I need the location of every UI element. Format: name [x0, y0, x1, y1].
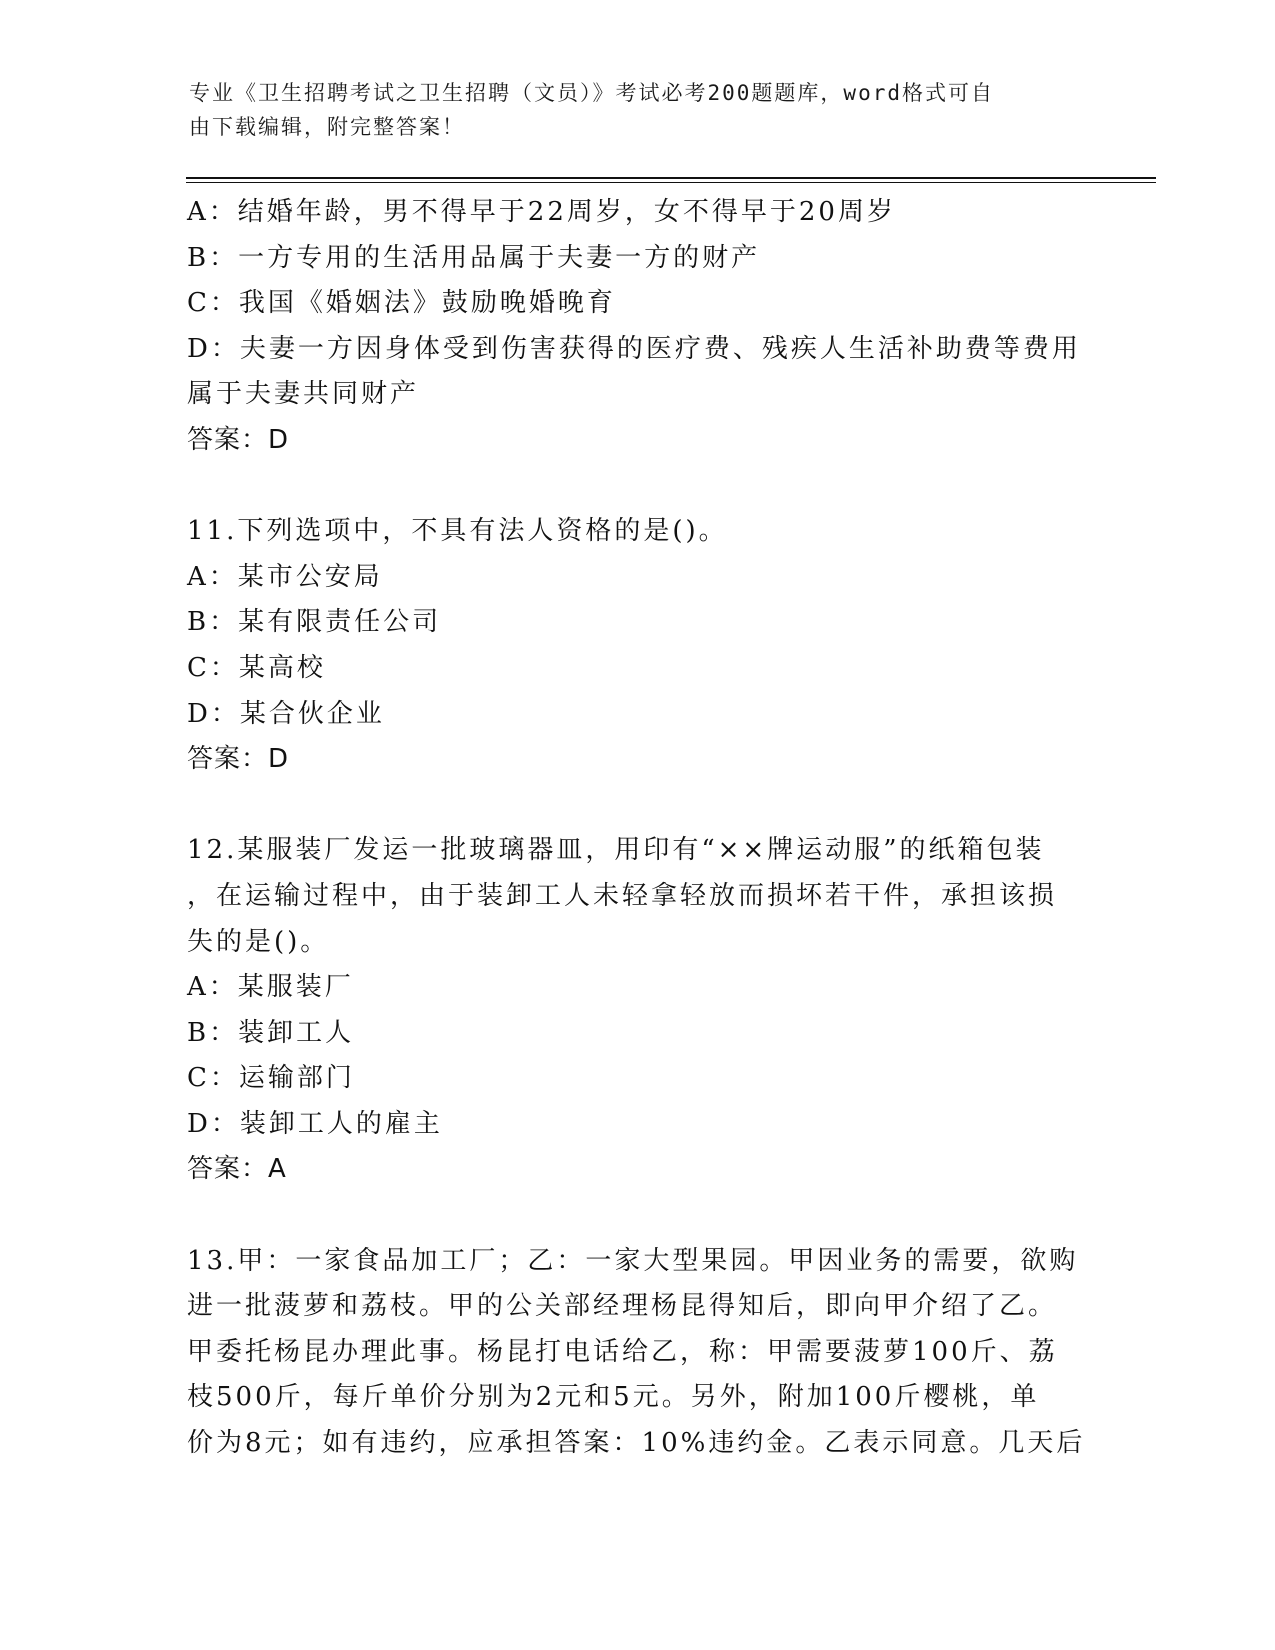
q13-question-line-1: 13.甲：一家食品加工厂；乙：一家大型果园。甲因业务的需要，欲购 — [187, 1245, 1079, 1276]
header-line-2: 由下载编辑，附完整答案！ — [189, 115, 465, 139]
q10-option-c: C：我国《婚姻法》鼓励晚婚晚育 — [187, 288, 616, 319]
q10-option-d: D：夫妻一方因身体受到伤害获得的医疗费、残疾人生活补助费等费用 — [187, 333, 1081, 364]
q10-option-b: B：一方专用的生活用品属于夫妻一方的财产 — [187, 242, 761, 273]
q12-option-b: B：装卸工人 — [187, 1017, 355, 1048]
q12-option-c: C：运输部门 — [187, 1063, 355, 1094]
q11-option-a: A：某市公安局 — [187, 561, 383, 592]
header-divider-thick — [186, 177, 1156, 179]
q10-option-d-cont: 属于夫妻共同财产 — [187, 379, 420, 410]
question-13-block — [187, 1239, 1086, 1467]
header-line-1: 专业《卫生招聘考试之卫生招聘（文员）》考试必考200题题库，word格式可自 — [189, 81, 994, 105]
question-12-block — [187, 828, 1077, 1193]
q12-answer: 答案：A — [187, 1154, 287, 1185]
q12-question-line-1: 12.某服装厂发运一批玻璃器皿，用印有“××牌运动服”的纸箱包装 — [187, 835, 1045, 866]
q11-answer: 答案：D — [187, 744, 290, 775]
q13-question-line-5: 价为8元；如有违约，应承担答案：10%违约金。乙表示同意。几天后 — [187, 1428, 1086, 1459]
q10-answer: 答案：D — [187, 424, 290, 455]
q11-option-b: B：某有限责任公司 — [187, 607, 442, 638]
q11-question: 11.下列选项中，不具有法人资格的是()。 — [187, 516, 728, 547]
q12-question-line-3: 失的是()。 — [187, 926, 330, 957]
q12-option-a: A：某服装厂 — [187, 972, 354, 1003]
document-body — [187, 190, 1086, 1467]
q13-question-line-2: 进一批菠萝和荔枝。甲的公关部经理杨昆得知后，即向甲介绍了乙。 — [187, 1291, 1058, 1322]
q11-option-c: C：某高校 — [187, 652, 326, 683]
spacer — [187, 783, 1077, 829]
document-header — [189, 76, 1069, 144]
q10-option-a: A：结婚年龄，男不得早于22周岁，女不得早于20周岁 — [187, 197, 896, 227]
question-11-block — [187, 509, 1077, 783]
q13-question-line-3: 甲委托杨昆办理此事。杨昆打电话给乙，称：甲需要菠萝100斤、荔 — [187, 1336, 1058, 1367]
q12-option-d: D：装卸工人的雇主 — [187, 1108, 443, 1139]
header-divider-thin — [186, 182, 1156, 183]
question-10-block — [187, 190, 1081, 464]
q11-option-d: D：某合伙企业 — [187, 698, 385, 729]
spacer — [187, 1193, 1077, 1239]
q13-question-line-4: 枝500斤，每斤单价分别为2元和5元。另外，附加100斤樱桃，单 — [187, 1382, 1040, 1413]
spacer — [187, 464, 1077, 510]
q12-question-line-2: ，在运输过程中，由于装卸工人未轻拿轻放而损坏若干件，承担该损 — [187, 880, 1058, 911]
